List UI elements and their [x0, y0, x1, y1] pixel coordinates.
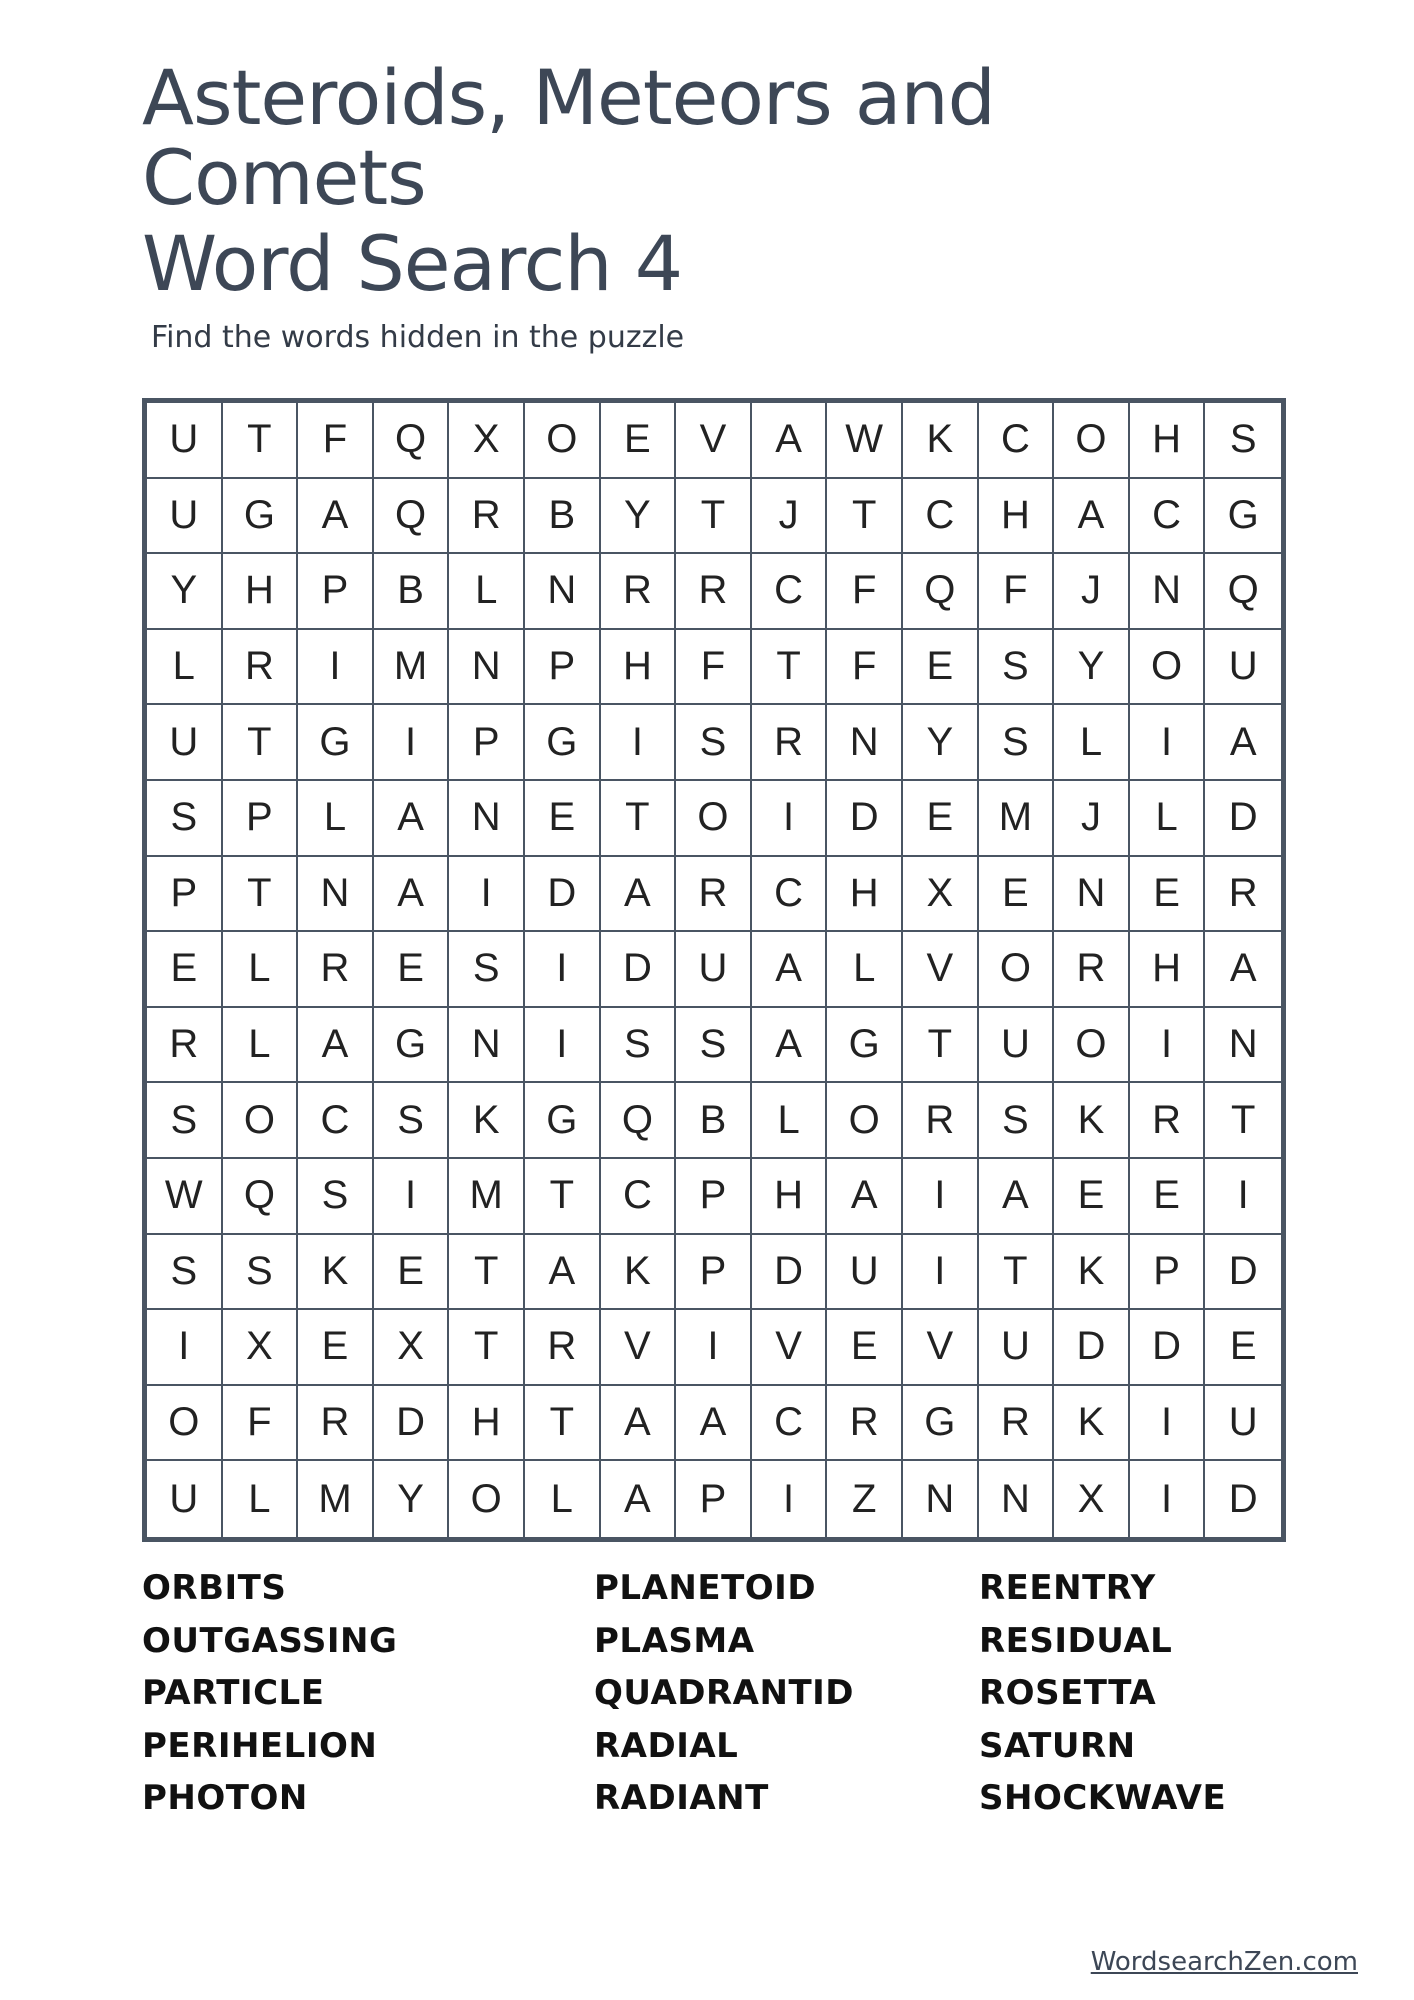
- grid-cell[interactable]: Q: [903, 554, 979, 630]
- grid-cell[interactable]: N: [979, 1461, 1055, 1537]
- grid-cell[interactable]: Q: [374, 479, 450, 555]
- word-list-column-2: [594, 1562, 854, 1825]
- grid-cell[interactable]: O: [979, 932, 1055, 1008]
- grid-cell[interactable]: F: [827, 630, 903, 706]
- grid-cell[interactable]: U: [147, 705, 223, 781]
- grid-cell[interactable]: Y: [147, 554, 223, 630]
- grid-cell[interactable]: G: [525, 1083, 601, 1159]
- word-list-item: PERIHELION: [142, 1725, 378, 1766]
- letter-grid: [142, 398, 1286, 1542]
- grid-cell[interactable]: M: [449, 1159, 525, 1235]
- grid-cell[interactable]: A: [374, 857, 450, 933]
- grid-cell[interactable]: S: [979, 630, 1055, 706]
- grid-cell[interactable]: F: [223, 1386, 299, 1462]
- grid-cell[interactable]: F: [827, 554, 903, 630]
- grid-cell[interactable]: A: [676, 1386, 752, 1462]
- word-list-item: RESIDUAL: [979, 1620, 1173, 1661]
- grid-cell[interactable]: I: [903, 1235, 979, 1311]
- grid-cell[interactable]: K: [298, 1235, 374, 1311]
- grid-cell[interactable]: V: [676, 403, 752, 479]
- grid-cell[interactable]: E: [298, 1310, 374, 1386]
- grid-cell[interactable]: I: [903, 1159, 979, 1235]
- grid-cell[interactable]: U: [147, 479, 223, 555]
- grid-cell[interactable]: I: [1130, 1461, 1206, 1537]
- grid-cell[interactable]: H: [1130, 932, 1206, 1008]
- grid-cell[interactable]: J: [752, 479, 828, 555]
- grid-cell[interactable]: F: [298, 403, 374, 479]
- grid-cell[interactable]: L: [1054, 705, 1130, 781]
- grid-cell[interactable]: Y: [374, 1461, 450, 1537]
- grid-cell[interactable]: T: [676, 479, 752, 555]
- grid-cell[interactable]: I: [1205, 1159, 1281, 1235]
- grid-cell[interactable]: T: [223, 705, 299, 781]
- grid-cell[interactable]: A: [752, 1008, 828, 1084]
- grid-cell[interactable]: U: [147, 1461, 223, 1537]
- grid-cell[interactable]: H: [752, 1159, 828, 1235]
- title-line-2: Comets: [142, 133, 426, 222]
- grid-cell[interactable]: E: [1054, 1159, 1130, 1235]
- grid-cell[interactable]: I: [449, 857, 525, 933]
- grid-cell[interactable]: U: [979, 1008, 1055, 1084]
- grid-cell[interactable]: S: [449, 932, 525, 1008]
- grid-cell[interactable]: I: [752, 1461, 828, 1537]
- puzzle-subtitle: Find the words hidden in the puzzle: [151, 320, 685, 355]
- grid-cell[interactable]: I: [676, 1310, 752, 1386]
- grid-cell[interactable]: E: [1130, 1159, 1206, 1235]
- word-list-item: RADIAL: [594, 1725, 739, 1766]
- grid-cell[interactable]: D: [1205, 1235, 1281, 1311]
- grid-cell[interactable]: T: [827, 479, 903, 555]
- grid-cell[interactable]: N: [525, 554, 601, 630]
- grid-cell[interactable]: H: [827, 857, 903, 933]
- grid-cell[interactable]: R: [979, 1386, 1055, 1462]
- grid-cell[interactable]: T: [525, 1159, 601, 1235]
- grid-cell[interactable]: I: [1130, 1008, 1206, 1084]
- grid-cell[interactable]: P: [676, 1461, 752, 1537]
- grid-cell[interactable]: C: [979, 403, 1055, 479]
- grid-cell[interactable]: Q: [601, 1083, 677, 1159]
- grid-cell[interactable]: T: [601, 781, 677, 857]
- grid-cell[interactable]: E: [979, 857, 1055, 933]
- grid-cell[interactable]: E: [903, 781, 979, 857]
- grid-cell[interactable]: G: [525, 705, 601, 781]
- grid-cell[interactable]: D: [374, 1386, 450, 1462]
- grid-cell[interactable]: L: [223, 932, 299, 1008]
- grid-cell[interactable]: A: [752, 932, 828, 1008]
- grid-cell[interactable]: W: [827, 403, 903, 479]
- grid-cell[interactable]: N: [449, 781, 525, 857]
- grid-cell[interactable]: A: [374, 781, 450, 857]
- grid-cell[interactable]: N: [449, 1008, 525, 1084]
- grid-cell[interactable]: Y: [903, 705, 979, 781]
- word-list-column-3: [979, 1562, 1226, 1825]
- grid-cell[interactable]: F: [676, 630, 752, 706]
- grid-cell[interactable]: Y: [1054, 630, 1130, 706]
- grid-cell[interactable]: R: [298, 1386, 374, 1462]
- grid-cell[interactable]: D: [1054, 1310, 1130, 1386]
- grid-cell[interactable]: Y: [601, 479, 677, 555]
- grid-cell[interactable]: S: [147, 781, 223, 857]
- grid-cell[interactable]: I: [374, 1159, 450, 1235]
- grid-cell[interactable]: G: [903, 1386, 979, 1462]
- grid-cell[interactable]: I: [752, 781, 828, 857]
- grid-cell[interactable]: E: [903, 630, 979, 706]
- grid-cell[interactable]: V: [601, 1310, 677, 1386]
- grid-cell[interactable]: N: [1205, 1008, 1281, 1084]
- grid-cell[interactable]: A: [1054, 479, 1130, 555]
- grid-cell[interactable]: N: [1130, 554, 1206, 630]
- grid-cell[interactable]: C: [752, 1386, 828, 1462]
- grid-cell[interactable]: T: [449, 1235, 525, 1311]
- grid-cell[interactable]: A: [298, 1008, 374, 1084]
- grid-cell[interactable]: R: [525, 1310, 601, 1386]
- grid-cell[interactable]: I: [374, 705, 450, 781]
- grid-cell[interactable]: S: [676, 705, 752, 781]
- grid-cell[interactable]: B: [374, 554, 450, 630]
- grid-cell[interactable]: D: [827, 781, 903, 857]
- grid-cell[interactable]: O: [449, 1461, 525, 1537]
- grid-cell[interactable]: H: [1130, 403, 1206, 479]
- grid-cell[interactable]: T: [449, 1310, 525, 1386]
- title-line-3: Word Search 4: [142, 219, 683, 308]
- grid-cell[interactable]: A: [298, 479, 374, 555]
- grid-cell[interactable]: L: [752, 1083, 828, 1159]
- grid-cell[interactable]: S: [147, 1083, 223, 1159]
- grid-cell[interactable]: O: [525, 403, 601, 479]
- grid-cell[interactable]: V: [903, 1310, 979, 1386]
- grid-cell[interactable]: I: [298, 630, 374, 706]
- grid-cell[interactable]: G: [374, 1008, 450, 1084]
- grid-cell[interactable]: V: [903, 932, 979, 1008]
- grid-cell[interactable]: P: [1130, 1235, 1206, 1311]
- grid-cell[interactable]: E: [1130, 857, 1206, 933]
- grid-cell[interactable]: U: [1205, 630, 1281, 706]
- grid-cell[interactable]: E: [374, 932, 450, 1008]
- grid-cell[interactable]: S: [147, 1235, 223, 1311]
- word-list-item: PLANETOID: [594, 1568, 817, 1608]
- grid-cell[interactable]: O: [827, 1083, 903, 1159]
- grid-cell[interactable]: L: [827, 932, 903, 1008]
- grid-cell[interactable]: A: [752, 403, 828, 479]
- grid-cell[interactable]: E: [601, 403, 677, 479]
- grid-cell[interactable]: S: [676, 1008, 752, 1084]
- grid-cell[interactable]: R: [223, 630, 299, 706]
- grid-cell[interactable]: C: [1130, 479, 1206, 555]
- grid-cell[interactable]: R: [827, 1386, 903, 1462]
- word-list-item: ORBITS: [142, 1568, 287, 1608]
- grid-cell[interactable]: O: [1130, 630, 1206, 706]
- grid-cell[interactable]: S: [601, 1008, 677, 1084]
- grid-cell[interactable]: O: [147, 1386, 223, 1462]
- grid-cell[interactable]: K: [449, 1083, 525, 1159]
- grid-cell[interactable]: B: [525, 479, 601, 555]
- grid-cell[interactable]: M: [979, 781, 1055, 857]
- grid-cell[interactable]: A: [601, 857, 677, 933]
- grid-cell[interactable]: D: [601, 932, 677, 1008]
- grid-cell[interactable]: P: [298, 554, 374, 630]
- grid-cell[interactable]: N: [449, 630, 525, 706]
- grid-cell[interactable]: A: [827, 1159, 903, 1235]
- grid-cell[interactable]: K: [1054, 1386, 1130, 1462]
- grid-cell[interactable]: K: [903, 403, 979, 479]
- grid-cell[interactable]: N: [903, 1461, 979, 1537]
- grid-cell[interactable]: I: [525, 932, 601, 1008]
- grid-cell[interactable]: W: [147, 1159, 223, 1235]
- grid-cell[interactable]: R: [676, 857, 752, 933]
- grid-cell[interactable]: Q: [374, 403, 450, 479]
- grid-cell[interactable]: R: [1130, 1083, 1206, 1159]
- grid-cell[interactable]: A: [979, 1159, 1055, 1235]
- grid-cell[interactable]: D: [1205, 781, 1281, 857]
- word-list: [0, 1562, 1414, 1832]
- grid-cell[interactable]: S: [374, 1083, 450, 1159]
- grid-cell[interactable]: E: [1205, 1310, 1281, 1386]
- grid-cell[interactable]: K: [1054, 1083, 1130, 1159]
- grid-cell[interactable]: L: [449, 554, 525, 630]
- grid-cell[interactable]: X: [374, 1310, 450, 1386]
- grid-cell[interactable]: A: [1205, 932, 1281, 1008]
- word-list-item: PARTICLE: [142, 1673, 325, 1713]
- grid-cell[interactable]: L: [147, 630, 223, 706]
- grid-cell[interactable]: T: [752, 630, 828, 706]
- grid-cell[interactable]: X: [903, 857, 979, 933]
- grid-cell[interactable]: O: [1054, 1008, 1130, 1084]
- grid-cell[interactable]: S: [1205, 403, 1281, 479]
- grid-cell[interactable]: F: [979, 554, 1055, 630]
- grid-cell[interactable]: Q: [223, 1159, 299, 1235]
- word-list-item: OUTGASSING: [142, 1620, 398, 1661]
- grid-cell[interactable]: U: [827, 1235, 903, 1311]
- grid-cell[interactable]: U: [676, 932, 752, 1008]
- grid-cell[interactable]: L: [298, 781, 374, 857]
- grid-cell[interactable]: I: [525, 1008, 601, 1084]
- word-list-item: QUADRANTID: [594, 1673, 855, 1713]
- grid-cell[interactable]: S: [979, 705, 1055, 781]
- grid-cell[interactable]: S: [298, 1159, 374, 1235]
- grid-cell[interactable]: A: [601, 1461, 677, 1537]
- grid-cell[interactable]: K: [601, 1235, 677, 1311]
- word-list-item: RADIANT: [594, 1778, 769, 1818]
- grid-cell[interactable]: T: [223, 403, 299, 479]
- grid-cell[interactable]: O: [676, 781, 752, 857]
- grid-cell[interactable]: K: [1054, 1235, 1130, 1311]
- grid-cell[interactable]: R: [601, 554, 677, 630]
- footer-site-link[interactable]: WordsearchZen.com: [1090, 1947, 1358, 1977]
- grid-cell[interactable]: B: [676, 1083, 752, 1159]
- grid-cell[interactable]: D: [1130, 1310, 1206, 1386]
- grid-cell[interactable]: C: [903, 479, 979, 555]
- grid-cell[interactable]: I: [1130, 1386, 1206, 1462]
- grid-cell[interactable]: I: [601, 705, 677, 781]
- grid-cell[interactable]: R: [676, 554, 752, 630]
- grid-cell[interactable]: N: [827, 705, 903, 781]
- grid-cell[interactable]: X: [449, 403, 525, 479]
- grid-cell[interactable]: G: [1205, 479, 1281, 555]
- grid-cell[interactable]: I: [147, 1310, 223, 1386]
- grid-cell[interactable]: T: [525, 1386, 601, 1462]
- grid-cell[interactable]: R: [752, 705, 828, 781]
- grid-cell[interactable]: S: [223, 1235, 299, 1311]
- grid-cell[interactable]: Q: [1205, 554, 1281, 630]
- grid-cell[interactable]: S: [979, 1083, 1055, 1159]
- grid-cell[interactable]: R: [147, 1008, 223, 1084]
- grid-cell[interactable]: E: [147, 932, 223, 1008]
- grid-cell[interactable]: R: [449, 479, 525, 555]
- title-line-1: Asteroids, Meteors and: [142, 53, 995, 142]
- grid-cell[interactable]: L: [1130, 781, 1206, 857]
- grid-cell[interactable]: H: [601, 630, 677, 706]
- grid-cell[interactable]: G: [827, 1008, 903, 1084]
- word-list-item: SHOCKWAVE: [979, 1778, 1227, 1818]
- grid-cell[interactable]: T: [979, 1235, 1055, 1311]
- grid-cell[interactable]: H: [449, 1386, 525, 1462]
- grid-cell[interactable]: R: [1054, 932, 1130, 1008]
- grid-cell[interactable]: E: [827, 1310, 903, 1386]
- grid-cell[interactable]: H: [223, 554, 299, 630]
- grid-cell[interactable]: D: [1228, 1476, 1258, 1521]
- grid-cell[interactable]: V: [752, 1310, 828, 1386]
- grid-cell[interactable]: T: [223, 857, 299, 933]
- grid-cell[interactable]: X: [1054, 1461, 1130, 1537]
- grid-cell[interactable]: R: [1205, 857, 1281, 933]
- grid-cell[interactable]: A: [601, 1386, 677, 1462]
- grid-cell[interactable]: A: [1205, 705, 1281, 781]
- grid-cell[interactable]: L: [223, 1461, 299, 1537]
- grid-cell[interactable]: J: [1054, 781, 1130, 857]
- grid-cell[interactable]: O: [1054, 403, 1130, 479]
- grid-cell[interactable]: E: [525, 781, 601, 857]
- grid-cell[interactable]: N: [298, 857, 374, 933]
- grid-cell[interactable]: P: [223, 781, 299, 857]
- grid-cell[interactable]: P: [449, 705, 525, 781]
- word-list-item: REENTRY: [979, 1568, 1156, 1608]
- grid-cell[interactable]: P: [676, 1159, 752, 1235]
- word-list-item: ROSETTA: [979, 1673, 1157, 1713]
- grid-cell[interactable]: X: [223, 1310, 299, 1386]
- word-list-item: PLASMA: [594, 1620, 755, 1661]
- grid-cell[interactable]: U: [1205, 1386, 1281, 1462]
- grid-cell[interactable]: G: [298, 705, 374, 781]
- word-list-column-1: [142, 1562, 397, 1825]
- grid-cell[interactable]: A: [525, 1235, 601, 1311]
- grid-cell[interactable]: J: [1054, 554, 1130, 630]
- grid-cell[interactable]: M: [374, 630, 450, 706]
- grid-cell[interactable]: U: [147, 403, 223, 479]
- grid-cell[interactable]: T: [903, 1008, 979, 1084]
- grid-cell[interactable]: M: [298, 1461, 374, 1537]
- grid-cell[interactable]: P: [147, 857, 223, 933]
- grid-cell[interactable]: L: [223, 1008, 299, 1084]
- puzzle-title: [142, 53, 1142, 308]
- grid-cell[interactable]: D: [752, 1235, 828, 1311]
- grid-cell[interactable]: N: [1054, 857, 1130, 933]
- grid-cell[interactable]: T: [1205, 1083, 1281, 1159]
- grid-cell[interactable]: U: [979, 1310, 1055, 1386]
- grid-cell[interactable]: R: [298, 932, 374, 1008]
- grid-cell[interactable]: R: [903, 1083, 979, 1159]
- grid-cell[interactable]: C: [601, 1159, 677, 1235]
- grid-cell[interactable]: H: [979, 479, 1055, 555]
- grid-cell[interactable]: C: [752, 857, 828, 933]
- word-list-item: PHOTON: [142, 1778, 308, 1818]
- grid-cell[interactable]: P: [676, 1235, 752, 1311]
- grid-cell[interactable]: L: [525, 1461, 601, 1537]
- grid-cell[interactable]: Z: [827, 1461, 903, 1537]
- grid-cell[interactable]: O: [223, 1083, 299, 1159]
- grid-cell[interactable]: D: [525, 857, 601, 933]
- grid-cell[interactable]: I: [1130, 705, 1206, 781]
- grid-cell[interactable]: E: [374, 1235, 450, 1311]
- grid-cell[interactable]: G: [223, 479, 299, 555]
- grid-cell[interactable]: C: [298, 1083, 374, 1159]
- grid-cell[interactable]: C: [752, 554, 828, 630]
- grid-cell[interactable]: P: [525, 630, 601, 706]
- word-list-item: SATURN: [979, 1725, 1136, 1766]
